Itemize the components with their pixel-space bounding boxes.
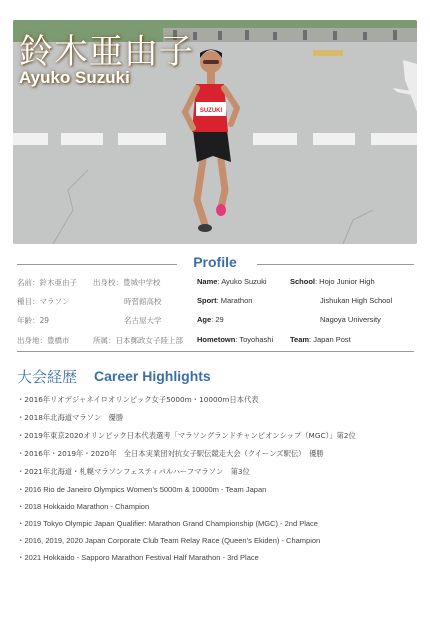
career-title-japanese: 大会経歴 [17, 368, 78, 386]
profile-bottom-rule [17, 351, 414, 352]
career-item-ja: ・2018年北海道マラソン 優勝 [17, 413, 124, 422]
athlete-name-japanese: 鈴木亜由子 [19, 32, 194, 72]
profile-rule-right [257, 264, 414, 265]
career-item-ja: ・2019年東京2020オリンピック日本代表選考「マラソングランドチャンピオンシップ（MGC）」第2位 [17, 431, 356, 440]
career-item-en: ・2019 Tokyo Olympic Japan Qualifier: Marathon Grand Championship (MGC) - 2nd Place [17, 519, 318, 528]
profile-ja-school: 出身校：豊城中学校 [93, 278, 161, 287]
profile-ja-age: 年齢：29 [17, 316, 50, 325]
profile-en-school-3: Nagoya University [320, 315, 381, 324]
bib-label: SUZUKI [199, 108, 223, 114]
career-item-ja: ・2021年北海道・札幌マラソンフェスティバルハーフマラソン 第3位 [17, 467, 250, 476]
profile-en-team: Team: Japan Post [290, 335, 351, 344]
profile-ja-name: 名前：鈴木亜由子 [17, 278, 77, 287]
career-item-en: ・2018 Hokkaido Marathon - Champion [17, 502, 150, 511]
profile-ja-hometown: 出身地：豊橋市 [17, 336, 70, 345]
profile-en-school: School: Hojo Junior High [290, 277, 375, 286]
athlete-name-english: Ayuko Suzuki [19, 68, 130, 87]
profile-en-hometown: Hometown: Toyohashi [197, 335, 274, 344]
profile-en-sport: Sport: Marathon [197, 296, 253, 305]
profile-heading [0, 256, 430, 272]
career-item-en: ・2021 Hokkaido - Sapporo Marathon Festival Half Marathon - 3rd Place [17, 553, 259, 562]
career-item-en: ・2016, 2019, 2020 Japan Corporate Club Team Relay Race (Queen’s Ekiden) - Champion [17, 536, 321, 545]
profile-en-age: Age: 29 [197, 315, 224, 324]
profile-ja-school-3: 名古屋大学 [124, 316, 162, 325]
profile-ja-team: 所属：日本郵政女子陸上部 [93, 336, 183, 345]
profile-ja-school-2: 時習館高校 [124, 297, 162, 306]
career-item-ja: ・2016年・2019年・2020年 全日本実業団対抗女子駅伝競走大会（クイーンズ駅伝） 優勝 [17, 449, 324, 458]
career-item-en: ・2016 Rio de Janeiro Olympics Women’s 5000m & 10000m - Team Japan [17, 485, 267, 494]
profile-en-school-2: Jishukan High School [320, 296, 393, 305]
career-title-english: Career Highlights [94, 368, 211, 384]
profile-ja-sport: 種目：マラソン [17, 297, 70, 306]
hero-photo [13, 20, 417, 244]
profile-en-name: Name: Ayuko Suzuki [197, 277, 267, 286]
profile-title: Profile [193, 254, 237, 270]
career-item-ja: ・2016年リオデジャネイロオリンピック女子5000m・10000m日本代表 [17, 395, 259, 404]
